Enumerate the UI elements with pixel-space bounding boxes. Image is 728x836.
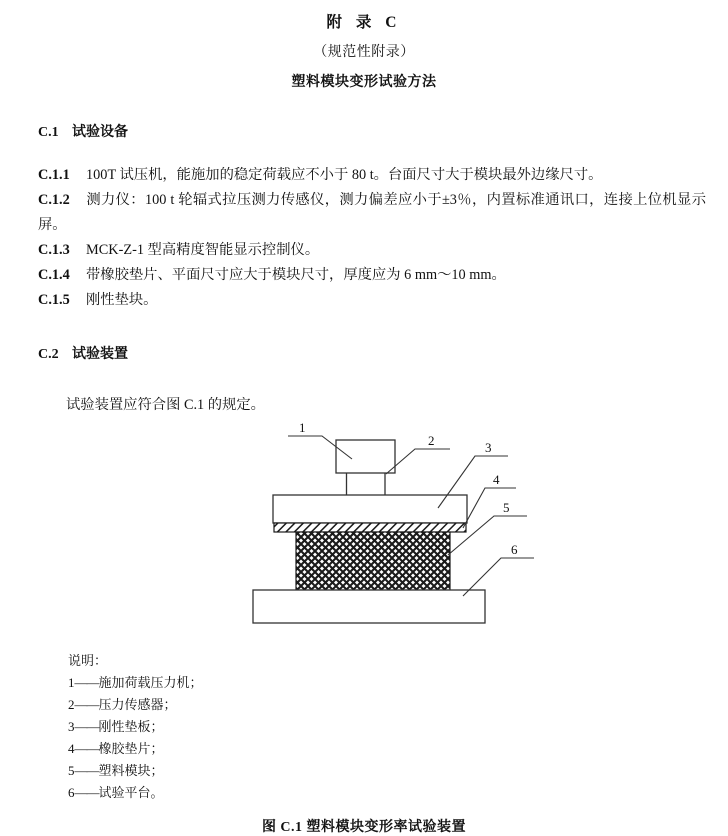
clause-number-c1-5: C.1.5	[38, 292, 70, 308]
legend-text-1: 施加荷载压力机；	[98, 675, 203, 690]
legend-text-3: 刚性垫板；	[98, 719, 164, 734]
legend-dash-6: ——	[74, 785, 99, 800]
legend-number-3: 3	[68, 719, 75, 734]
section-number-c1: C.1	[38, 125, 59, 140]
press-machine-body	[336, 440, 395, 473]
legend-dash-2: ——	[74, 697, 99, 712]
legend-text-6: 试验平台。	[98, 785, 164, 800]
legend-dash-3: ——	[74, 719, 99, 734]
document-body	[0, 121, 728, 418]
rigid-plate	[273, 495, 467, 523]
clause-number-c1-1: C.1.1	[38, 167, 70, 183]
paragraph-c2-intro: 试验装置应符合图 C.1 的规定。	[66, 397, 265, 413]
legend-text-4: 橡胶垫片；	[98, 741, 164, 756]
callout-number-4: 4	[493, 472, 500, 487]
callout-number-3: 3	[485, 440, 492, 455]
plastic-module	[296, 532, 450, 590]
section-heading-c2	[38, 343, 706, 363]
clause-number-c1-2: C.1.2	[38, 192, 70, 208]
clause-text-c1-3: MCK-Z-1 型高精度智能显示控制仪。	[86, 242, 320, 258]
page-title: 附 录 C	[326, 14, 402, 31]
legend-item-4	[68, 738, 728, 760]
legend-dash-4: ——	[74, 741, 99, 756]
legend-text-5: 塑料模块；	[98, 763, 164, 778]
clause-text-c1-2: 测力仪：100 t 轮辐式拉压测力传感仪，测力偏差应小于±3％，内置标准通讯口，连接上位机显示屏。	[38, 192, 706, 233]
clause-number-c1-3: C.1.3	[38, 242, 70, 258]
callout-number-2: 2	[428, 433, 435, 448]
legend-number-4: 4	[68, 741, 75, 756]
legend-dash-1: ——	[74, 675, 99, 690]
legend-number-6: 6	[68, 785, 75, 800]
test-apparatus-drawing	[0, 418, 728, 646]
appendix-subject-title: 塑料模块变形试验方法	[291, 75, 437, 90]
legend-number-5: 5	[68, 763, 75, 778]
legend-number-2: 2	[68, 697, 75, 712]
legend-title: 说明：	[68, 653, 108, 668]
clause-text-c1-5: 刚性垫块。	[86, 292, 158, 308]
figure-c1-diagram	[0, 418, 728, 646]
clause-c1-1	[38, 163, 706, 188]
legend-text-2: 压力传感器；	[98, 697, 177, 712]
callout-number-1: 1	[299, 420, 306, 435]
legend-item-5	[68, 760, 728, 782]
clause-text-c1-1: 100T 试压机，能施加的稳定荷载应不小于 80 t。台面尺寸大于模块最外边缘尺寸。	[86, 167, 603, 183]
figure-legend	[0, 646, 728, 804]
callout-number-5: 5	[503, 500, 510, 515]
legend-item-1	[68, 672, 728, 694]
test-platform	[253, 590, 485, 623]
legend-item-6	[68, 782, 728, 804]
rubber-pad	[274, 523, 466, 532]
callout-number-6: 6	[511, 542, 518, 557]
legend-item-3	[68, 716, 728, 738]
clause-c1-4	[38, 263, 706, 288]
clause-c1-2	[38, 188, 706, 238]
section-heading-c1	[38, 121, 706, 141]
section-number-c2: C.2	[38, 347, 59, 362]
legend-number-1: 1	[68, 675, 75, 690]
clause-c1-3	[38, 238, 706, 263]
legend-item-2	[68, 694, 728, 716]
figure-caption: 图 C.1 塑料模块变形率试验装置	[261, 820, 467, 835]
clause-text-c1-4: 带橡胶垫片、平面尺寸应大于模块尺寸，厚度应为 6 mm～10 mm。	[86, 267, 506, 283]
section-title-c1: 试验设备	[72, 125, 128, 140]
section-title-c2: 试验装置	[72, 347, 128, 362]
document-header	[0, 0, 728, 91]
clause-c1-5	[38, 288, 706, 313]
clause-number-c1-4: C.1.4	[38, 267, 70, 283]
appendix-kind-subtitle: （规范性附录）	[313, 45, 415, 60]
legend-dash-5: ——	[74, 763, 99, 778]
